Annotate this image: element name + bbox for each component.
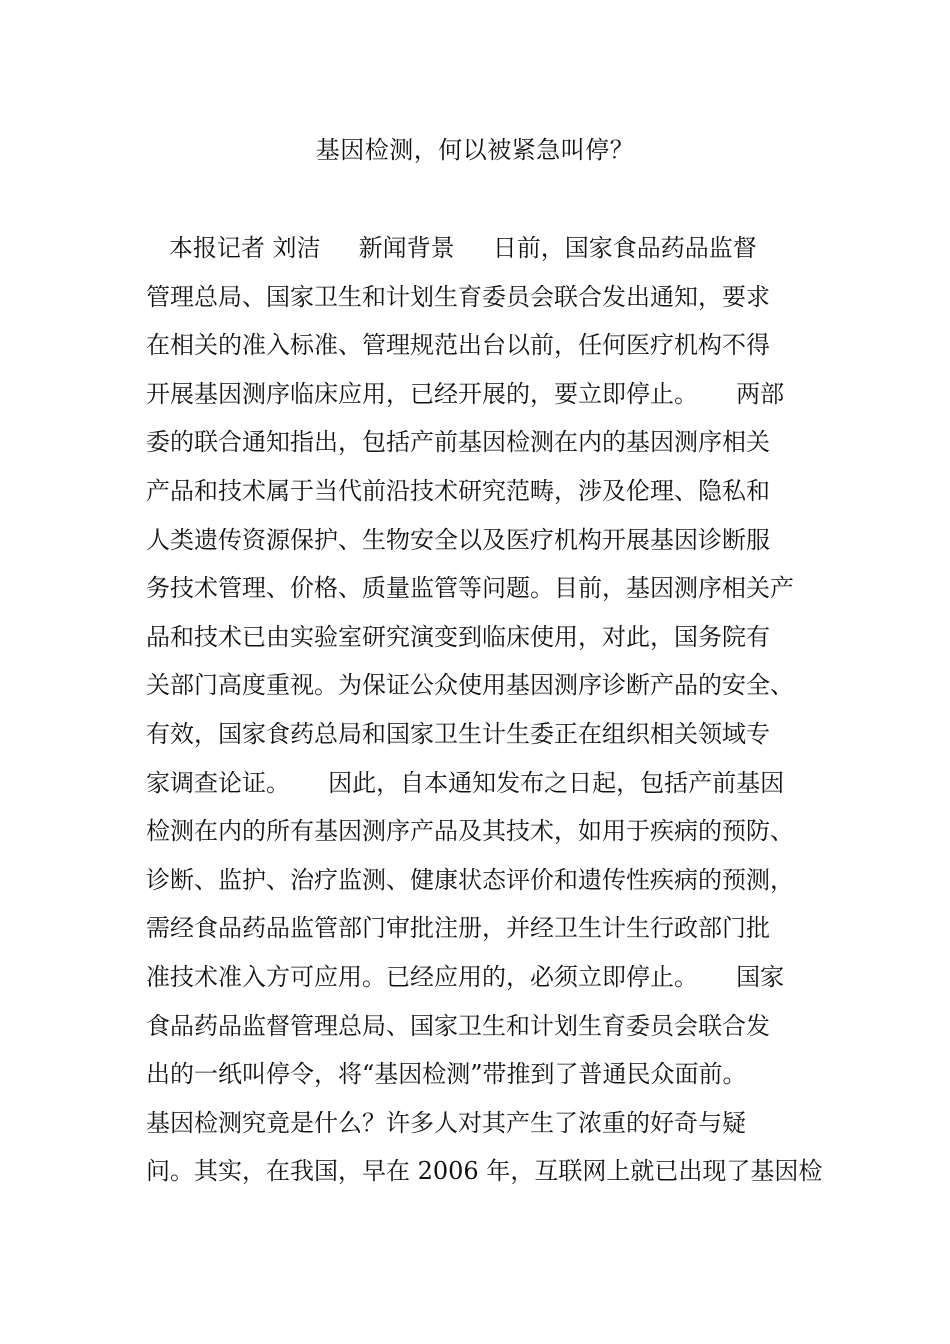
body-line: 诊断、监护、治疗监测、健康状态评价和遗传性疾病的预测， xyxy=(146,865,794,894)
body-line: 需经食品药品监管部门审批注册，并经卫生计生行政部门批 xyxy=(146,914,770,943)
body-line: 务技术管理、价格、质量监管等问题。目前，基因测序相关产 xyxy=(146,574,794,603)
body-line: 检测在内的所有基因测序产品及其技术，如用于疾病的预防、 xyxy=(146,817,794,846)
document-title: 基因检测，何以被紧急叫停？ xyxy=(315,136,635,164)
body-line: 出的一纸叫停令，将“基因检测”带推到了普通民众面前。 xyxy=(146,1060,747,1089)
body-line: 品和技术已由实验室研究演变到临床使用，对此，国务院有 xyxy=(146,622,770,651)
body-line: 产品和技术属于当代前沿技术研究范畴，涉及伦理、隐私和 xyxy=(146,476,770,505)
body-line: 食品药品监督管理总局、国家卫生和计划生育委员会联合发 xyxy=(146,1011,770,1040)
body-line: 开展基因测序临床应用，已经开展的，要立即停止。 两部 xyxy=(146,379,785,408)
body-line: 准技术准入方可应用。已经应用的，必须立即停止。 国家 xyxy=(146,962,785,991)
body-line: 人类遗传资源保护、生物安全以及医疗机构开展基因诊断服 xyxy=(146,525,770,554)
body-line: 本报记者 刘洁 新闻背景 日前，国家食品药品监督 xyxy=(146,234,757,262)
body-line: 在相关的准入标准、管理规范出台以前，任何医疗机构不得 xyxy=(146,331,770,360)
body-line: 委的联合通知指出，包括产前基因检测在内的基因测序相关 xyxy=(146,428,770,457)
body-line: 管理总局、国家卫生和计划生育委员会联合发出通知，要求 xyxy=(146,282,770,311)
body-line: 问。其实，在我国，早在 2006 年，互联网上就已出现了基因检 xyxy=(146,1157,823,1186)
article-body xyxy=(146,230,836,1202)
body-line: 基因检测究竟是什么？许多人对其产生了浓重的好奇与疑 xyxy=(146,1108,746,1137)
body-line: 有效，国家食药总局和国家卫生计生委正在组织相关领域专 xyxy=(146,719,770,748)
body-line: 关部门高度重视。为保证公众使用基因测序诊断产品的安全、 xyxy=(146,671,794,700)
body-line: 家调查论证。 因此，自本通知发布之日起，包括产前基因 xyxy=(146,768,785,797)
